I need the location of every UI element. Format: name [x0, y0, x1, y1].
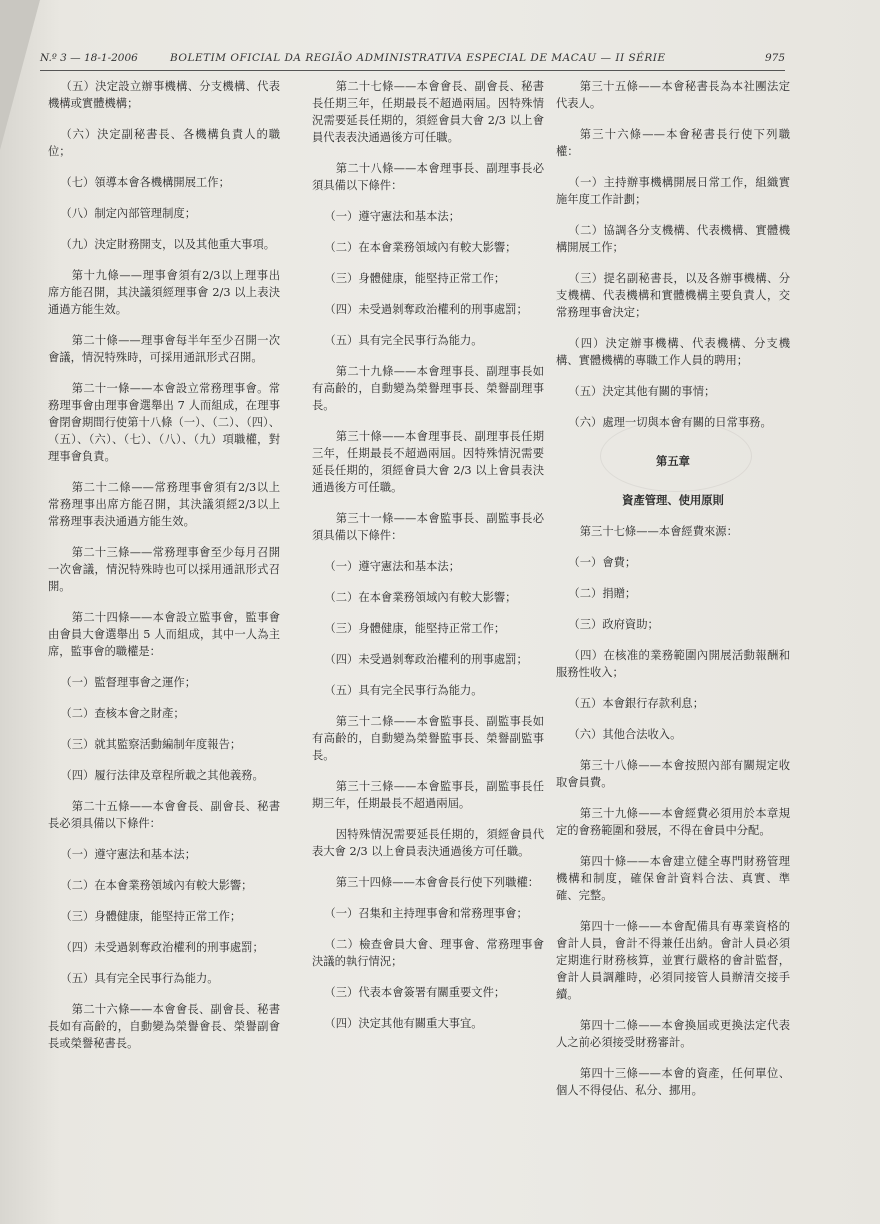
- list-item: （四）未受過剝奪政治權利的刑事處罰；: [60, 941, 264, 954]
- article-paragraph: 第二十五條——本會會長、副會長、秘書長必須具備以下條件：: [48, 800, 280, 830]
- article-paragraph: 第三十三條——本會監事長，副監事長任期三年，任期最長不超過兩屆。: [312, 780, 544, 810]
- list-item: （一）會費；: [568, 556, 637, 569]
- list-item: （二）在本會業務領域內有較大影響；: [60, 879, 253, 892]
- article-paragraph: 第四十二條——本會換屆或更換法定代表人之前必須接受財務審計。: [556, 1019, 790, 1049]
- article-paragraph: 第二十三條——常務理事會至少每月召開一次會議，情況特殊時也可以採用通訊形式召開。: [48, 546, 280, 593]
- list-item: （二）在本會業務領域內有較大影響；: [324, 591, 517, 604]
- article-paragraph: 第四十一條——本會配備具有專業資格的會計人員，會計不得兼任出納。會計人員必須定期進行財務核算，並實行嚴格的會計監督，會計人員調離時，必須同接管人員辦清交接手續。: [556, 920, 790, 1001]
- article-paragraph: 第二十六條——本會會長、副會長、秘書長如有高齡的，自動變為榮譽會長、榮譽副會長或榮譽秘書長。: [48, 1003, 280, 1050]
- list-item: （四）決定辦事機構、代表機構、分支機構、實體機構的專職工作人員的聘用；: [556, 337, 790, 367]
- bulletin-title: BOLETIM OFICIAL DA REGIÃO ADMINISTRATIVA ESPECIAL DE MACAU — II SÉRIE: [170, 52, 666, 64]
- list-item: （九）決定財務開支，以及其他重大事項。: [60, 238, 276, 251]
- list-item: （六）決定副秘書長、各機構負責人的職位；: [48, 128, 280, 158]
- chapter-subtitle: 資產管理、使用原則: [622, 493, 724, 507]
- list-item: （八）制定內部管理制度；: [60, 207, 196, 220]
- list-item: （二）檢查會員大會、理事會、常務理事會決議的執行情況；: [312, 938, 544, 968]
- list-item: （二）捐贈；: [568, 587, 637, 600]
- list-item: （五）具有完全民事行為能力。: [324, 684, 483, 697]
- folded-corner: [0, 0, 40, 150]
- article-paragraph: 第四十三條——本會的資產，任何單位、個人不得侵佔、私分、挪用。: [556, 1067, 790, 1097]
- list-item: （四）未受過剝奪政治權利的刑事處罰；: [324, 653, 528, 666]
- article-paragraph: 第二十四條——本會設立監事會，監事會由會員大會選舉出 5 人而組成，其中一人為主席，監事會的職權是：: [48, 611, 280, 658]
- list-item: （一）主持辦事機構開展日常工作，組織實施年度工作計劃；: [556, 176, 790, 206]
- article-paragraph: 第二十八條——本會理事長、副理事長必須具備以下條件：: [312, 162, 544, 192]
- list-item: （三）政府資助；: [568, 618, 659, 631]
- text-column-2: [312, 78, 544, 1046]
- list-item: （二）查核本會之財產；: [60, 707, 185, 720]
- article-paragraph: 第十九條——理事會須有2/3以上理事出席方能召開，其決議須經理事會 2/3 以上表決通過方能生效。: [48, 269, 280, 316]
- article-paragraph: 第二十二條——常務理事會須有2/3以上常務理事出席方能召開，其決議須經2/3以上常務理事表決通過方能生效。: [48, 481, 280, 528]
- article-paragraph: 第三十條——本會理事長、副理事長任期三年，任期最長不超過兩屆。因特殊情況需要延長任期的，須經會員大會 2/3 以上會員表決通過後方可任職。: [312, 430, 544, 494]
- list-item: （五）決定其他有關的事情；: [568, 385, 716, 398]
- article-paragraph: 第三十二條——本會監事長、副監事長如有高齡的，自動變為榮譽監事長、榮譽副監事長。: [312, 715, 544, 762]
- list-item: （六）其他合法收入。: [568, 728, 682, 741]
- list-item: （五）本會銀行存款利息；: [568, 697, 704, 710]
- page-header: [40, 52, 785, 71]
- list-item: （四）在核准的業務範圍內開展活動報酬和服務性收入；: [556, 649, 790, 679]
- list-item: （三）身體健康，能堅持正常工作；: [324, 272, 506, 285]
- list-item: （二）在本會業務領域內有較大影響；: [324, 241, 517, 254]
- article-paragraph: 第三十五條——本會秘書長為本社團法定代表人。: [556, 80, 790, 110]
- text-column-1: [48, 78, 280, 1066]
- list-item: （四）決定其他有關重大事宜。: [324, 1017, 483, 1030]
- text-column-3: [556, 78, 790, 1113]
- list-item: （五）具有完全民事行為能力。: [60, 972, 219, 985]
- article-paragraph: 第三十九條——本會經費必須用於本章規定的會務範圍和發展，不得在會員中分配。: [556, 807, 790, 837]
- article-paragraph: 第二十條——理事會每半年至少召開一次會議，情況特殊時，可採用通訊形式召開。: [48, 334, 280, 364]
- list-item: （四）未受過剝奪政治權利的刑事處罰；: [324, 303, 528, 316]
- list-item: （一）召集和主持理事會和常務理事會；: [324, 907, 528, 920]
- article-paragraph: 第三十八條——本會按照內部有關規定收取會員費。: [556, 759, 790, 789]
- article-paragraph: 第三十一條——本會監事長、副監事長必須具備以下條件：: [312, 512, 544, 542]
- article-paragraph: 第二十九條——本會理事長、副理事長如有高齡的，自動變為榮譽理事長、榮譽副理事長。: [312, 365, 544, 412]
- article-paragraph: 第二十七條——本會會長、副會長、秘書長任期三年，任期最長不超過兩屆。因特殊情況需要延長任期的，須經會員大會 2/3 以上會員代表表決通過後方可任職。: [312, 80, 544, 144]
- article-paragraph: 因特殊情況需要延長任期的，須經會員代表大會 2/3 以上會員表決通過後方可任職。: [312, 828, 544, 858]
- list-item: （三）身體健康，能堅持正常工作；: [60, 910, 242, 923]
- article-paragraph: 第三十七條——本會經費來源：: [579, 525, 738, 538]
- article-paragraph: 第四十條——本會建立健全專門財務管理機構和制度，確保會計資料合法、真實、準確、完整。: [556, 855, 790, 902]
- page-number: 975: [764, 52, 785, 64]
- list-item: （一）遵守憲法和基本法；: [324, 210, 460, 223]
- list-item: （三）提名副秘書長，以及各辦事機構、分支機構、代表機構和實體機構主要負責人，交常務理事會決定；: [556, 272, 790, 319]
- list-item: （三）代表本會簽署有關重要文件；: [324, 986, 506, 999]
- list-item: （四）履行法律及章程所載之其他義務。: [60, 769, 264, 782]
- list-item: （七）領導本會各機構開展工作；: [60, 176, 230, 189]
- list-item: （六）處理一切與本會有關的日常事務。: [568, 416, 772, 429]
- list-item: （二）協調各分支機構、代表機構、實體機構開展工作；: [556, 224, 790, 254]
- article-paragraph: 第二十一條——本會設立常務理事會。常務理事會由理事會選舉出 7 人而組成，在理事會閉會期間行使第十八條（一）、（二）、（四）、（五）、（六）、（七）、（八）、（九）項職權，對理事會負責。: [48, 382, 280, 463]
- list-item: （一）遵守憲法和基本法；: [324, 560, 460, 573]
- list-item: （五）具有完全民事行為能力。: [324, 334, 483, 347]
- list-item: （三）身體健康，能堅持正常工作；: [324, 622, 506, 635]
- chapter-heading: 第五章: [656, 454, 690, 468]
- issue-date: N.º 3 — 18-1-2006: [40, 52, 138, 64]
- list-item: （五）決定設立辦事機構、分支機構、代表機構或實體機構；: [48, 80, 280, 110]
- list-item: （一）監督理事會之運作；: [60, 676, 196, 689]
- article-paragraph: 第三十六條——本會秘書長行使下列職權：: [556, 128, 790, 158]
- list-item: （三）就其監察活動編制年度報告；: [60, 738, 242, 751]
- list-item: （一）遵守憲法和基本法；: [60, 848, 196, 861]
- article-paragraph: 第三十四條——本會會長行使下列職權：: [335, 876, 540, 889]
